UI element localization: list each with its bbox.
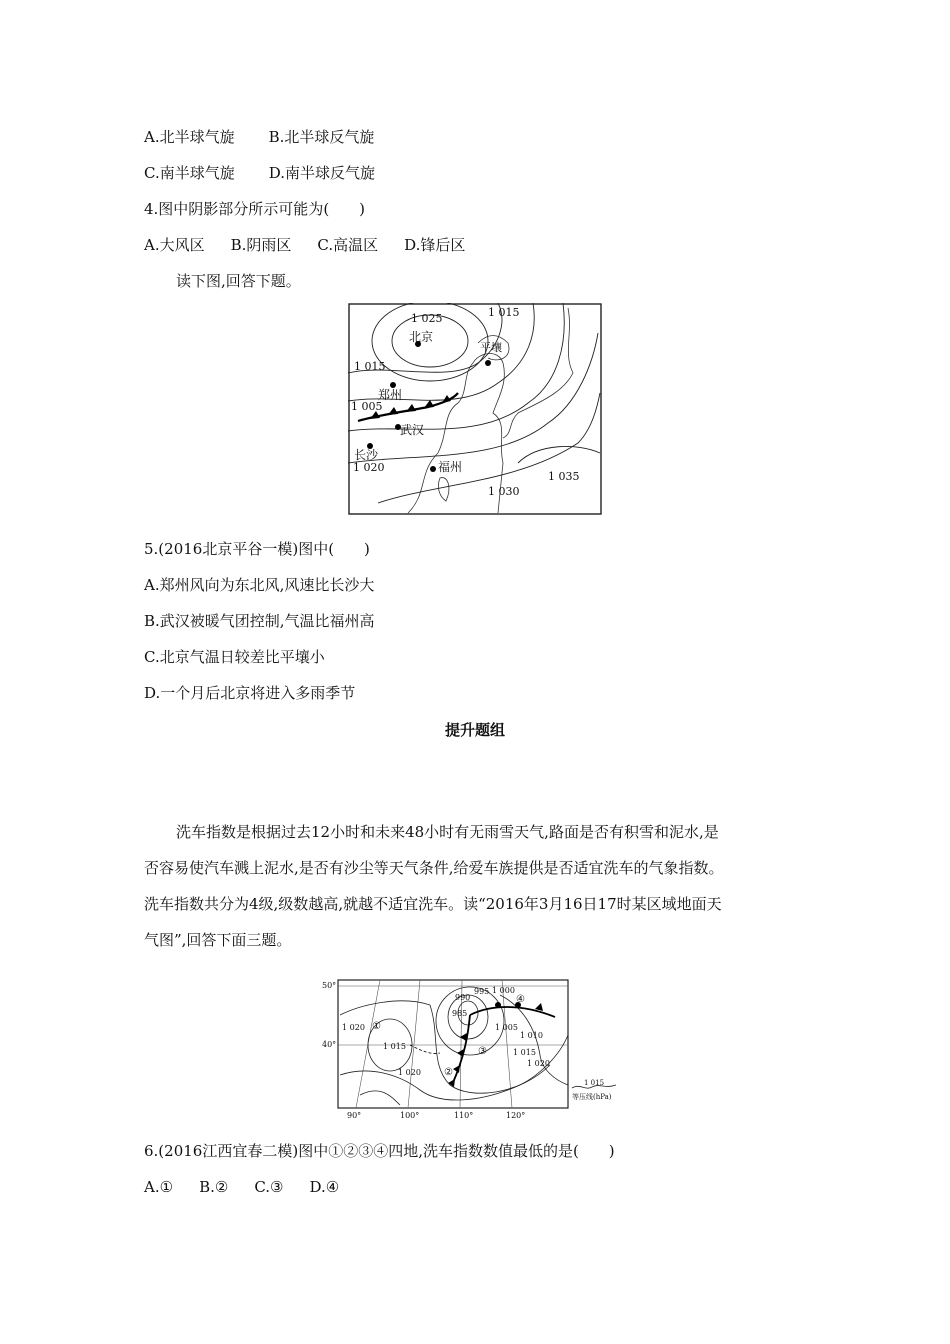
city-label-zhengzhou: 郑州: [378, 388, 403, 402]
lon-label-100: 100°: [400, 1111, 420, 1120]
q5-option-d: D.一个月后北京将进入多雨季节: [144, 684, 356, 702]
passage-line-2: 否容易使汽车溅上泥水,是否有沙尘等天气条件,给爱车族提供是否适宜洗车的气象指数。: [144, 859, 724, 877]
q5-stem: 5.(2016北京平谷一模)图中( ): [144, 540, 370, 558]
city-label-fuzhou: 福州: [438, 460, 463, 474]
isobar-label-1010: 1 010: [520, 1031, 543, 1040]
isobar-label-1005: 1 005: [351, 400, 383, 413]
isobar-label-1030: 1 030: [488, 485, 520, 498]
isobar-label-1020-south: 1 020: [398, 1068, 421, 1077]
q6-option-c: C.③: [254, 1178, 284, 1196]
legend-isobar-text: 等压线(hPa): [572, 1093, 612, 1101]
lat-label-40: 40°: [322, 1040, 337, 1049]
q4-option-a: A.大风区: [144, 236, 205, 254]
passage-line-3: 洗车指数共分为4级,级数越高,就越不适宜洗车。读“2016年3月16日17时某区域地面天: [144, 895, 722, 913]
lon-label-110: 110°: [454, 1111, 474, 1120]
city-label-beijing: 北京: [409, 330, 434, 344]
q6-option-a: A.①: [144, 1178, 174, 1196]
isobar-label-1020: 1 020: [353, 461, 385, 474]
isobar-label-1015-east: 1 015: [513, 1048, 536, 1057]
marker-3: ③: [478, 1046, 487, 1057]
marker-2: ②: [444, 1067, 453, 1078]
marker-4: ④: [516, 994, 525, 1005]
isobar-label-1015-west: 1 015: [354, 360, 386, 373]
isobar-label-1015-north: 1 015: [488, 306, 520, 319]
q3-option-d: D.南半球反气旋: [268, 164, 375, 182]
lat-label-50: 50°: [322, 981, 337, 990]
isobar-label-1035: 1 035: [548, 470, 580, 483]
q3-options-row2: [144, 163, 375, 183]
q4-option-b: B.阴雨区: [230, 236, 292, 254]
isobar-label-1020-east: 1 020: [527, 1059, 550, 1068]
legend-isobar-value: 1 015: [584, 1079, 605, 1087]
q3-option-c: C.南半球气旋: [144, 164, 235, 182]
q4-options: [144, 235, 465, 255]
weather-map-east-asia: [348, 303, 602, 515]
q5-option-b: B.武汉被暖气团控制,气温比福州高: [144, 612, 375, 630]
q5-option-c: C.北京气温日较差比平壤小: [144, 648, 325, 666]
q6-stem: 6.(2016江西宜春二模)图中①②③④四地,洗车指数数值最低的是( ): [144, 1142, 615, 1160]
passage-line-4: 气图”,回答下面三题。: [144, 931, 292, 949]
city-label-changsha: 长沙: [354, 448, 379, 462]
isobar-label-995: 995: [474, 987, 490, 996]
isobar-label-1020-west: 1 020: [342, 1023, 365, 1032]
passage: [144, 814, 812, 958]
passage-line-1: 洗车指数是根据过去12小时和未来48小时有无雨雪天气,路面是否有积雪和泥水,是: [176, 823, 719, 841]
isobar-label-1015-west: 1 015: [383, 1042, 406, 1051]
q3-option-a: A.北半球气旋: [144, 128, 235, 146]
q3-options-row1: [144, 127, 374, 147]
isobar-label-990: 990: [455, 993, 471, 1002]
intro-text: 读下图,回答下题。: [176, 272, 301, 290]
q4-stem: 4.图中阴影部分所示可能为( ): [144, 200, 366, 218]
isobar-label-1005: 1 005: [495, 1023, 518, 1032]
isobar-label-1025: 1 025: [411, 312, 443, 325]
q5-option-a: A.郑州风向为东北风,风速比长沙大: [144, 576, 375, 594]
q6-option-b: B.②: [199, 1178, 229, 1196]
weather-map-2016-03-16: [320, 975, 636, 1120]
city-label-pingrang: 平壤: [480, 341, 502, 354]
marker-1: ①: [372, 1021, 381, 1032]
isobar-label-1000: 1 000: [492, 986, 515, 995]
lon-label-120: 120°: [506, 1111, 526, 1120]
isobar-label-985: 985: [452, 1009, 468, 1018]
q4-option-c: C.高温区: [317, 236, 379, 254]
q6-options: [144, 1177, 339, 1197]
section-heading: 提升题组: [444, 721, 505, 739]
city-label-wuhan: 武汉: [400, 423, 425, 437]
q3-option-b: B.北半球反气旋: [268, 128, 375, 146]
q4-option-d: D.锋后区: [404, 236, 466, 254]
lon-label-90: 90°: [347, 1111, 362, 1120]
q6-option-d: D.④: [309, 1178, 340, 1196]
